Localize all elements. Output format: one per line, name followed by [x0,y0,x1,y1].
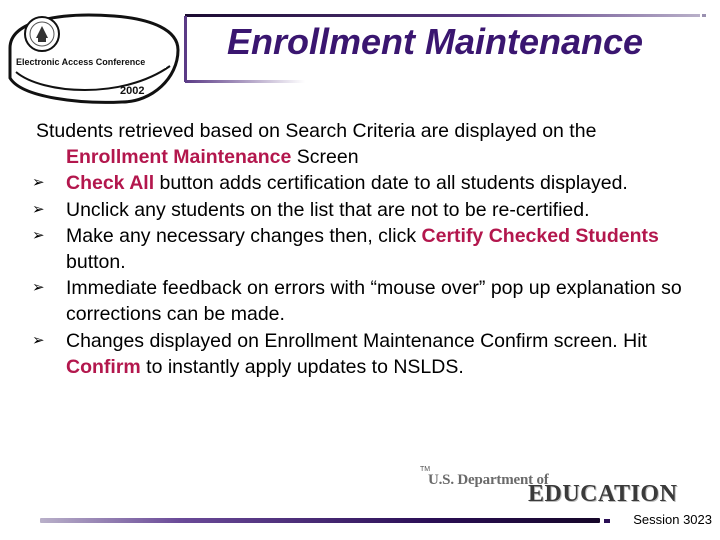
intro-paragraph [36,118,696,170]
bullet-item [32,328,696,380]
arrow-bullet-icon: ➢ [32,200,45,218]
arrow-bullet-icon: ➢ [32,279,45,297]
text-run: Unclick any students on the list that are not to be re-certified. [66,198,590,221]
trademark-mark: TM [420,466,431,473]
highlighted-term: Check All [66,172,155,195]
page-title: Enrollment Maintenance [226,21,644,62]
title-bottom-rule [185,80,305,83]
text-run: Make any necessary changes then, click [66,224,422,247]
bullet-item [32,170,696,196]
logo-text: Electronic Access Conference [16,57,146,67]
page-number: 23 [697,512,712,527]
session-text: Session 30 [633,512,698,527]
highlighted-term: Confirm [66,355,141,378]
arrow-bullet-icon: ➢ [32,174,45,192]
bullet-list [32,170,696,380]
arrow-bullet-icon: ➢ [32,331,45,349]
logo-year: 2002 [120,85,145,97]
conference-logo [2,8,182,106]
bullet-item [32,197,696,223]
bottom-rule [40,518,600,523]
highlighted-term: Certify Checked Students [421,224,659,247]
department-line2: EDUCATION [528,481,678,507]
department-line1: U.S. Department of [428,472,549,488]
title-top-rule [185,14,700,17]
bullet-item [32,223,696,275]
text-run: Students retrieved based on Search Criteria are displayed on the [36,120,597,142]
text-run: button. [66,251,126,274]
text-run: button adds certification date to all students displayed. [154,172,628,195]
slide-body [32,118,696,380]
highlighted-term: Enrollment Maintenance [66,146,292,169]
session-label [633,512,712,527]
text-run: Changes displayed on Enrollment Maintenance Confirm screen. Hit [66,329,647,352]
text-run: Immediate feedback on errors with “mouse over” pop up explanation so corrections can be made. [66,277,682,326]
text-run: to instantly apply updates to NSLDS. [140,355,464,378]
arrow-bullet-icon: ➢ [32,226,45,244]
text-run: Screen [291,146,359,169]
bullet-item [32,275,696,327]
department-logo [420,466,710,510]
